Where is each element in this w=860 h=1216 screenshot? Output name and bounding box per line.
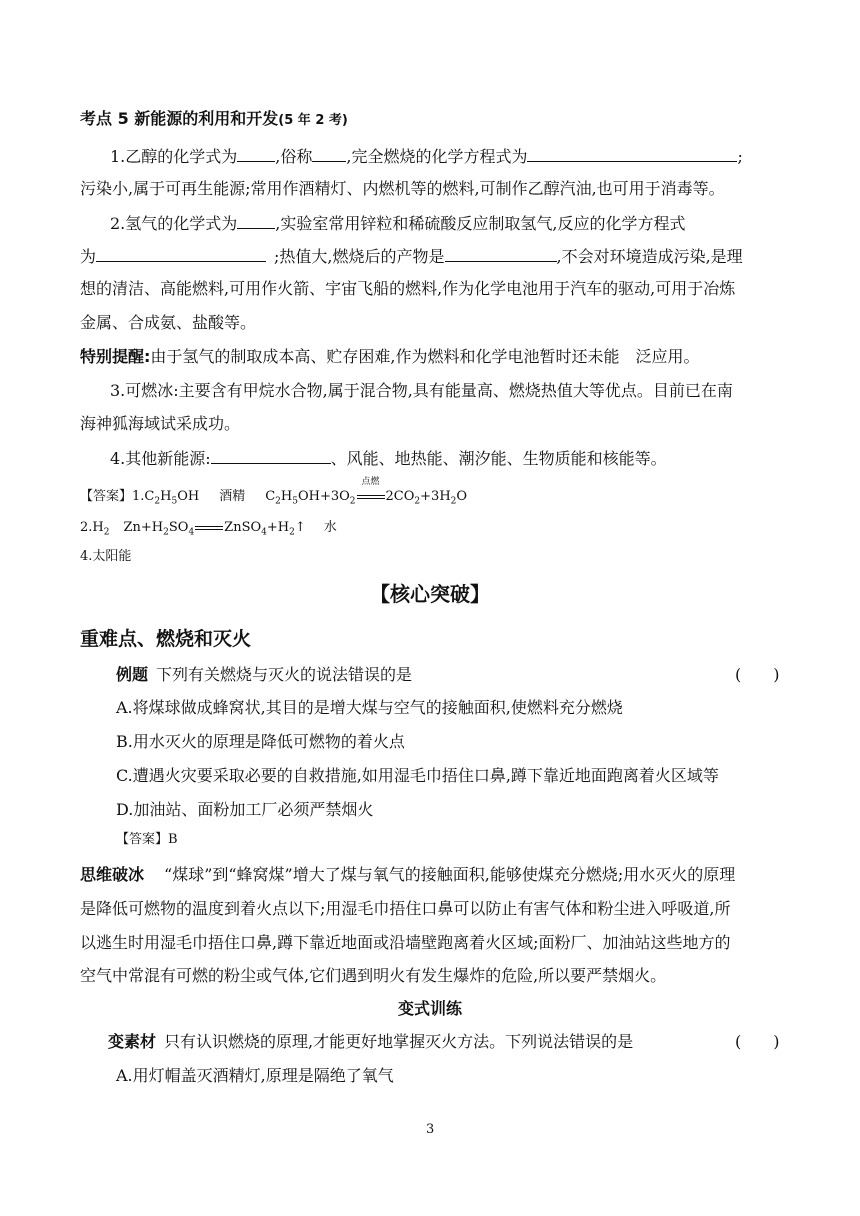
item-3-line-2: 海神狐海域试采成功。 <box>80 414 241 433</box>
sub: 2 <box>414 496 421 507</box>
item-2-text-a: 2.氢气的化学式为 <box>110 214 238 233</box>
answer-line-1 <box>80 477 468 511</box>
blank-other-energy <box>211 447 331 464</box>
option-c: C.遭遇火灾要采取必要的自救措施,如用湿毛巾捂住口鼻,蹲下靠近地面跑离着火区域等 <box>116 766 719 785</box>
option-a: A.将煤球做成蜂窝状,其目的是增大煤与空气的接触面积,使燃料充分燃烧 <box>116 698 623 717</box>
variant-label: 变素材 <box>108 1032 157 1051</box>
sub: 4 <box>188 527 195 538</box>
variant-text: 只有认识燃烧的原理,才能更好地掌握灭火方法。下列说法错误的是 <box>164 1032 634 1051</box>
analysis-line-3: 以逃生时用湿毛巾捂住口鼻,蹲下靠近地面或沿墙壁跑离着火区域;面粉厂、加油站这些地方的 <box>80 933 731 952</box>
tip-label: 特别提醒: <box>80 347 151 366</box>
item-2-line-2 <box>80 245 743 268</box>
blank-ethanol-formula <box>237 145 275 162</box>
item-1-text-b: ,俗称 <box>275 147 313 166</box>
answer-2-eq: +H <box>266 520 290 535</box>
analysis-line-2: 是降低可燃物的温度到着火点以下;用湿毛巾捂住口鼻可以防止有害气体和粉尘进入呼吸道,所 <box>80 899 731 918</box>
answer-line-2 <box>80 519 337 542</box>
blank-common-name <box>312 145 346 162</box>
item-4-line-1 <box>110 447 667 470</box>
item-3-line-1: 3.可燃冰:主要含有甲烷水合物,属于混合物,具有能量高、燃烧热值大等优点。目前已在南 <box>110 381 733 400</box>
answer-1-oh: OH <box>177 489 200 504</box>
example-text: 下列有关燃烧与灭火的说法错误的是 <box>156 665 413 684</box>
section-title-text: 考点 5 新能源的利用和开发 <box>80 109 279 128</box>
item-4-text-b: 、风能、地热能、潮汐能、生物质能和核能等。 <box>330 449 667 468</box>
example-question <box>116 664 412 686</box>
item-1-text-d: ; <box>737 147 743 166</box>
analysis-label: 思维破冰 <box>80 865 145 884</box>
answer-label: 【答案】 <box>80 489 133 504</box>
equals-sign <box>195 526 223 530</box>
item-2-text-c: 为 <box>80 247 97 266</box>
variant-question <box>108 1031 633 1053</box>
answer-1-eq: H <box>280 489 293 504</box>
option-d: D.加油站、面粉加工厂必须严禁烟火 <box>116 800 374 819</box>
item-2-text-b: ,实验室常用锌粒和稀硫酸反应制取氢气,反应的化学方程式 <box>275 214 686 233</box>
answer-2-water: 水 <box>323 520 337 535</box>
sub: 2 <box>275 496 281 507</box>
item-1-text-a: 1.乙醇的化学式为 <box>110 147 238 166</box>
practice-title: 变式训练 <box>397 999 462 1018</box>
answer-1-h: H <box>160 489 172 504</box>
answer-1-eq: +3H <box>420 489 451 504</box>
answer-2-eq: SO <box>168 520 189 535</box>
answer-2-eq: ZnSO <box>224 520 262 535</box>
equals-sign <box>357 495 385 499</box>
sub: 2 <box>103 527 110 538</box>
variant-option-a: A.用灯帽盖灭酒精灯,原理是隔绝了氧气 <box>116 1066 394 1085</box>
special-tip <box>80 346 700 368</box>
analysis-line-1 <box>80 864 735 886</box>
answer-2-eq: Zn+H <box>123 520 164 535</box>
condition-text: 点燃 <box>361 477 380 487</box>
item-4-text-a: 4.其他新能源: <box>110 449 211 468</box>
analysis-line-4: 空气中常混有可燃的粉尘或气体,它们遇到明火有发生爆炸的危险,所以要严禁烟火。 <box>80 966 667 985</box>
example-label: 例题 <box>116 665 149 684</box>
answer-1-common: 酒精 <box>219 489 246 504</box>
tip-text: 由于氢气的制取成本高、贮存困难,作为燃料和化学电池暂时还未能 泛应用。 <box>150 347 700 366</box>
sub: 2 <box>289 527 295 538</box>
equals-sign-wrap <box>194 519 224 537</box>
sub: 2 <box>450 496 457 507</box>
answer-1-eq: 2CO <box>385 489 415 504</box>
item-1-text-c: ,完全燃烧的化学方程式为 <box>346 147 528 166</box>
answer-1-prefix: 1.C <box>132 489 155 504</box>
sub: 2 <box>349 496 356 507</box>
variant-answer-paren: ( ) <box>735 1032 780 1051</box>
core-title: 【核心突破】 <box>370 582 490 606</box>
sub: 5 <box>171 496 178 507</box>
item-1-line-1 <box>110 145 743 168</box>
item-2-text-d: ;热值大,燃烧后的产物是 <box>274 247 445 266</box>
item-2-line-1 <box>110 212 685 235</box>
answer-line-4: 4.太阳能 <box>80 549 132 564</box>
blank-ethanol-equation <box>527 145 737 162</box>
sub: 4 <box>261 527 267 538</box>
answer-1-eq: C <box>265 489 276 504</box>
gas-arrow-icon: ↑ <box>294 520 306 535</box>
example-answer: 【答案】B <box>116 832 178 847</box>
reaction-condition <box>356 477 386 506</box>
blank-hydrogen-formula <box>237 212 275 229</box>
answer-1-eq: OH+3O <box>297 489 350 504</box>
answer-1-eq: O <box>456 489 468 504</box>
sub: 2 <box>154 496 161 507</box>
sub: 5 <box>292 496 298 507</box>
answer-paren: ( ) <box>735 665 780 684</box>
analysis-text: “煤球”到“蜂窝煤”增大了煤与氧气的接触面积,能够使煤充分燃烧;用水灭火的原理 <box>164 865 736 884</box>
blank-zinc-equation <box>96 245 266 262</box>
item-2-line-3: 想的清洁、高能燃料,可用作火箭、宇宙飞船的燃料,作为化学电池用于汽车的驱动,可用于冶炼 <box>80 279 736 298</box>
section-title <box>80 108 348 132</box>
item-2-line-4: 金属、合成氨、盐酸等。 <box>80 313 257 332</box>
section-title-suffix: (5 年 2 考) <box>278 113 348 128</box>
item-1-line-2: 污染小,属于可再生能源;常用作酒精灯、内燃机等的燃料,可制作乙醇汽油,也可用于消毒等。 <box>80 179 725 198</box>
option-b: B.用水灭火的原理是降低可燃物的着火点 <box>116 732 405 751</box>
blank-combustion-product <box>445 245 557 262</box>
answer-2-prefix: 2.H <box>80 520 104 535</box>
page-number: 3 <box>426 1122 435 1137</box>
item-2-text-e: ,不会对环境造成污染,是理 <box>556 247 743 266</box>
sub: 2 <box>163 527 169 538</box>
topic-heading: 重难点、燃烧和灭火 <box>80 628 252 650</box>
